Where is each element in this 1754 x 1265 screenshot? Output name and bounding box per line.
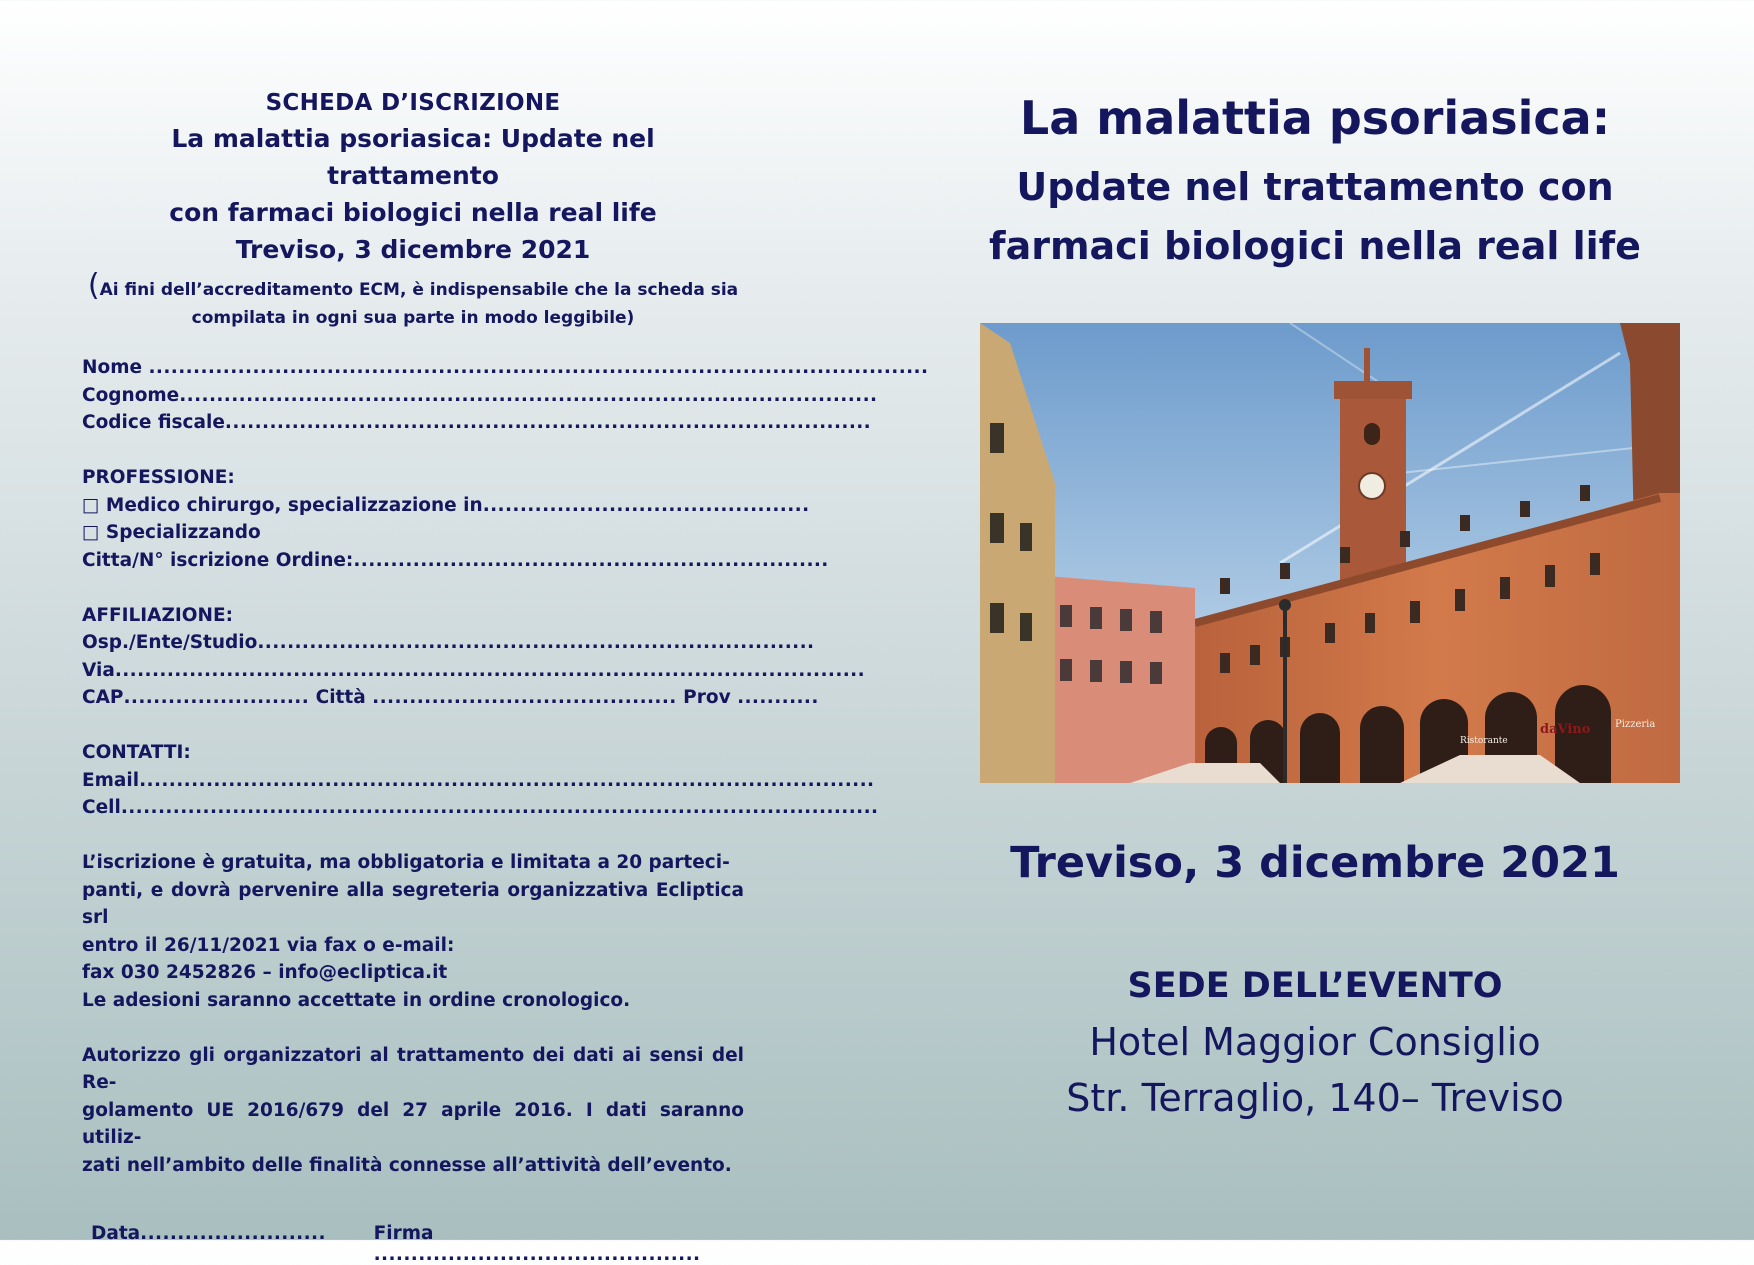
treviso-square-photo	[980, 323, 1680, 783]
form-fields	[82, 354, 929, 1265]
signature-row	[82, 1223, 744, 1265]
form-event-date: Treviso, 3 dicembre 2021	[235, 235, 591, 264]
field-via[interactable]: Via.....................................................................................................	[82, 659, 866, 681]
privacy-line1: Autorizzo gli organizzatori al trattamento dei dati ai sensi del Re-	[82, 1044, 744, 1093]
checkbox-specializzando[interactable]: □ Specializzando	[82, 522, 261, 543]
field-cap-citta-prov[interactable]: CAP......................... Città ......................................... Prov ...........	[82, 687, 819, 708]
affiliazione-heading: AFFILIAZIONE:	[82, 604, 234, 626]
ecm-note	[82, 268, 744, 332]
field-osp[interactable]: Osp./Ente/Studio...........................................................................	[82, 632, 815, 653]
field-codice-fiscale[interactable]: Codice fiscale.......................................................................................	[82, 412, 872, 433]
field-email[interactable]: Email...................................................................................................	[82, 769, 875, 791]
sign-pizzeria: Pizzeria	[1615, 719, 1656, 730]
field-cap-label: CAP	[82, 687, 124, 708]
info-line2: panti, e dovrà pervenire alla segreteria organizzativa Ecliptica srl	[82, 879, 744, 928]
field-citta-label: Città	[315, 687, 366, 708]
field-codice-fiscale-label: Codice fiscale	[82, 412, 225, 433]
field-cell-label: Cell	[82, 797, 121, 818]
cover-subtitle-line1: Update nel trattamento con	[1016, 165, 1614, 209]
registration-form	[82, 86, 929, 1265]
field-data-label: Data	[91, 1223, 141, 1244]
cover-title: La malattia psoriasica:	[1019, 91, 1611, 145]
field-citta-ordine[interactable]: Citta/N° iscrizione Ordine:................................................................	[82, 549, 829, 571]
field-data[interactable]: Data.........................	[91, 1223, 326, 1244]
venue-block	[960, 958, 1670, 1126]
contatti-heading: CONTATTI:	[82, 742, 191, 763]
venue-heading: SEDE DELL’EVENTO	[1127, 966, 1503, 1006]
cover-subtitle-line2: farmaci biologici nella real life	[989, 224, 1641, 268]
note-open-paren: (	[87, 268, 100, 303]
registration-info	[82, 849, 744, 1014]
venue-address: Str. Terraglio, 140– Treviso	[1066, 1076, 1564, 1120]
form-header	[82, 86, 744, 268]
field-firma-label: Firma	[373, 1223, 434, 1244]
professione-heading: PROFESSIONE:	[82, 467, 235, 488]
info-line5: Le adesioni saranno accettate in ordine cronologico.	[82, 989, 631, 1011]
form-title: SCHEDA D’ISCRIZIONE	[265, 90, 561, 116]
cover-date: Treviso, 3 dicembre 2021	[1010, 838, 1620, 888]
privacy-line2: golamento UE 2016/679 del 27 aprile 2016. I dati saranno utiliz-	[82, 1099, 744, 1148]
field-email-label: Email	[82, 769, 140, 791]
info-line4: fax 030 2452826 – info@ecliptica.it	[82, 962, 448, 983]
note-line2: compilata in ogni sua parte in modo leggibile)	[191, 308, 635, 328]
info-line3: entro il 26/11/2021 via fax o e-mail:	[82, 934, 455, 956]
venue-name: Hotel Maggior Consiglio	[1089, 1020, 1541, 1064]
field-nome-label: Nome	[82, 357, 143, 378]
field-firma[interactable]: Firma ............................................	[373, 1223, 701, 1265]
field-cognome[interactable]: Cognome..............................................................................................	[82, 384, 878, 406]
checkbox-medico-label: □ Medico chirurgo, specializzazione in	[82, 494, 483, 516]
field-citta-ordine-label: Citta/N° iscrizione Ordine:	[82, 549, 354, 571]
cover-subtitle	[960, 158, 1670, 276]
privacy-consent	[82, 1042, 744, 1180]
info-line1: L’iscrizione è gratuita, ma obbligatoria e limitata a 20 parteci-	[82, 852, 730, 873]
sign-davino: daVino	[1540, 722, 1591, 737]
privacy-line3: zati nell’ambito delle finalità connesse all’attività dell’evento.	[82, 1154, 732, 1176]
field-cognome-label: Cognome	[82, 384, 180, 406]
form-event-line2: con farmaci biologici nella real life	[169, 198, 657, 227]
form-event-line1: La malattia psoriasica: Update nel trattamento	[171, 124, 655, 190]
field-prov-label: Prov	[683, 687, 731, 708]
checkbox-medico[interactable]: □ Medico chirurgo, specializzazione in............................................	[82, 494, 810, 516]
sign-ristorante: Ristorante	[1460, 736, 1508, 746]
note-line1: Ai fini dell’accreditamento ECM, è indispensabile che la scheda sia	[99, 280, 739, 300]
field-osp-label: Osp./Ente/Studio	[82, 632, 258, 653]
field-via-label: Via	[82, 659, 115, 681]
field-nome[interactable]: Nome .........................................................................................................	[82, 357, 929, 378]
field-cell[interactable]: Cell......................................................................................................	[82, 797, 879, 818]
